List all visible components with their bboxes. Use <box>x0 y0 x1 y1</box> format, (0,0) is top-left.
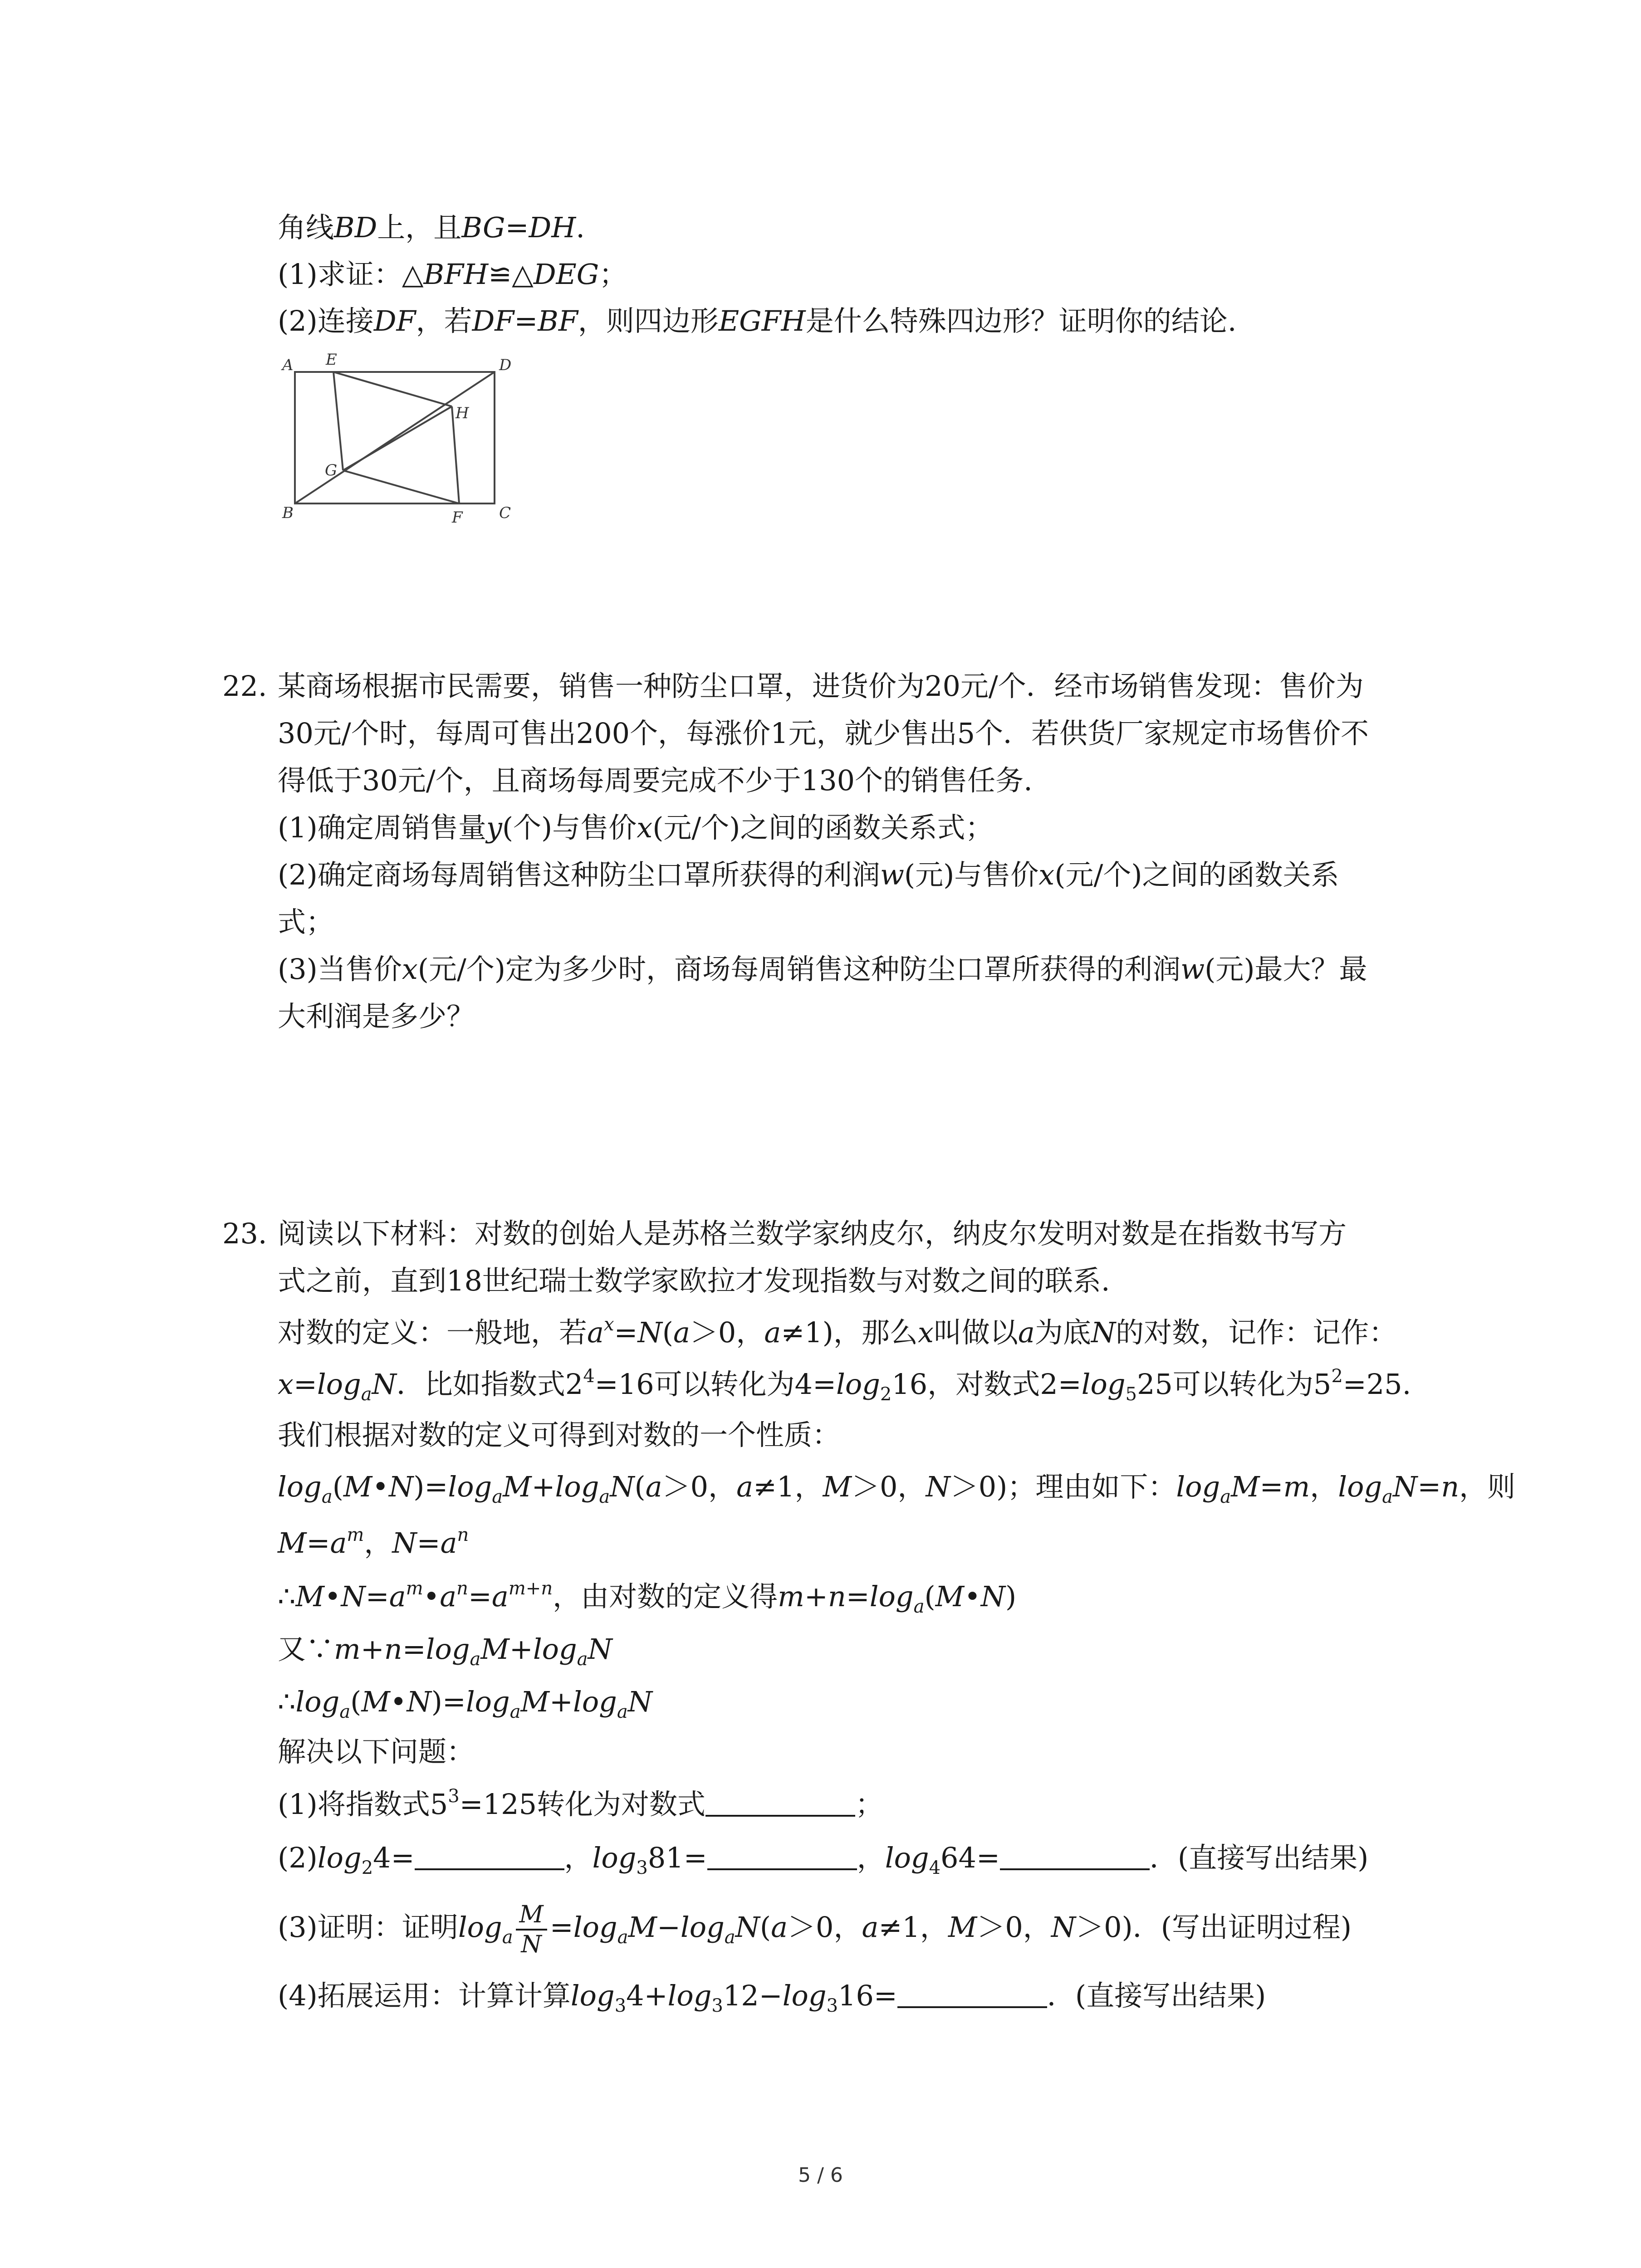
q23-line2: 式之前，直到18世纪瑞士数学家欧拉才发现指数与对数之间的联系. <box>278 1264 1110 1297</box>
label-D: D <box>499 356 512 374</box>
q23-property: $\log_a(M•N)=\log_aM+\log_aN(a>0$，a≠1，M＞0，N＞0)；理由如下：$\log_aM=m$，$\log_aN=n$，则 <box>278 1470 1516 1507</box>
q23-step1: $M=a^m$，$N=a^n$ <box>278 1525 469 1559</box>
label-B: B <box>282 504 294 522</box>
label-E: E <box>326 351 337 369</box>
q23-step3: 又$\because m+n=\log_aM+\log_aN$ <box>278 1633 612 1670</box>
page-number: 5 / 6 <box>798 2164 843 2187</box>
q23-solve-heading: 解决以下问题： <box>278 1735 475 1768</box>
q23-part1: (1)将指数式$5^3=125$转化为对数式 ； <box>278 1786 884 1821</box>
q22-part2b: 式； <box>278 905 334 938</box>
answer-blank-4[interactable] <box>897 1979 1047 2008</box>
q23-part2: $(2)\log_24=$ ，$\log_381=$ ，$\log_464=$ ．(直接写出结果) <box>278 1841 1369 1878</box>
q21-continuation: 角线BD上，且BG=DH. <box>278 211 585 244</box>
q23-part4: (4)拓展运用：计算计算$\log_34+\log_312-\log_316=$ ．(直接写出结果) <box>278 1979 1266 2016</box>
q23-line1: 阅读以下材料：对数的创始人是苏格兰数学家纳皮尔，纳皮尔发明对数是在指数书写方 <box>278 1217 1347 1250</box>
q23-part2-note: (直接写出结果) <box>1177 1841 1369 1874</box>
answer-blank-2b[interactable] <box>707 1841 857 1870</box>
q21-part2: (2)连接DF，若DF=BF，则四边形EGFH是什么特殊四边形？证明你的结论. <box>278 304 1237 337</box>
q21-part1: (1)求证：△BFH≌△DEG； <box>278 258 627 291</box>
q22-part3b: 大利润是多少？ <box>278 1000 475 1033</box>
label-F: F <box>452 508 463 527</box>
label-A: A <box>282 356 294 374</box>
label-C: C <box>499 504 511 522</box>
rectangle-figure <box>272 349 526 531</box>
q22-part1: (1)确定周销售量y(个)与售价x(元/个)之间的函数关系式； <box>278 811 994 844</box>
q22-line2: 30元/个时，每周可售出200个，每涨价1元，就少售出5个．若供货厂家规定市场售价不 <box>278 717 1369 750</box>
q22-number: 22. <box>222 670 267 703</box>
q23-part3: (3)证明：证明$\log_a$ $\frac{M}{N}$ $=\log_aM-\log_aN(a>0$，a≠1，M＞0，N＞0)．(写出证明过程) <box>278 1901 1352 1958</box>
q22-line1: 某商场根据市民需要，销售一种防尘口罩，进货价为20元/个．经市场销售发现：售价为 <box>278 670 1364 703</box>
answer-blank-2c[interactable] <box>1000 1841 1150 1870</box>
label-H: H <box>456 404 469 422</box>
label-G: G <box>325 461 338 479</box>
q23-part4-note: (直接写出结果) <box>1075 1979 1266 2012</box>
q23-property-intro: 我们根据对数的定义可得到对数的一个性质： <box>278 1418 841 1452</box>
q23-number: 23. <box>222 1217 267 1250</box>
q22-part3a: (3)当售价x(元/个)定为多少时，商场每周销售这种防尘口罩所获得的利润w(元)最大？最 <box>278 953 1367 986</box>
answer-blank-2a[interactable] <box>415 1841 564 1870</box>
q23-step2: $\therefore M•N=a^m•a^n=a^{m+n}$，由对数的定义得$m+n=\log_a(M•N)$ <box>278 1578 1017 1617</box>
q23-part3-note: (写出证明过程) <box>1161 1911 1352 1944</box>
q23-example: $x=\log_aN$．比如指数式$2^4=16$可以转化为$4=\log_216$，对数式$2=\log_525$可以转化为$5^2=25$. <box>278 1366 1411 1405</box>
q23-step4: $\therefore\log_a(M•N)=\log_aM+\log_aN$ <box>278 1685 652 1722</box>
answer-blank-1[interactable] <box>705 1788 855 1817</box>
fraction-m-over-n: $\frac{M}{N}$ <box>516 1901 547 1959</box>
q23-definition: 对数的定义：一般地，若$a^x=N(a>0$，a≠1)，那么x叫做以a为底N的对数，记作：记作： <box>278 1314 1397 1349</box>
q22-line3: 得低于30元/个，且商场每周要完成不少于130个的销售任务. <box>278 764 1033 797</box>
q22-part2a: (2)确定商场每周销售这种防尘口罩所获得的利润w(元)与售价x(元/个)之间的函数关系 <box>278 858 1339 891</box>
